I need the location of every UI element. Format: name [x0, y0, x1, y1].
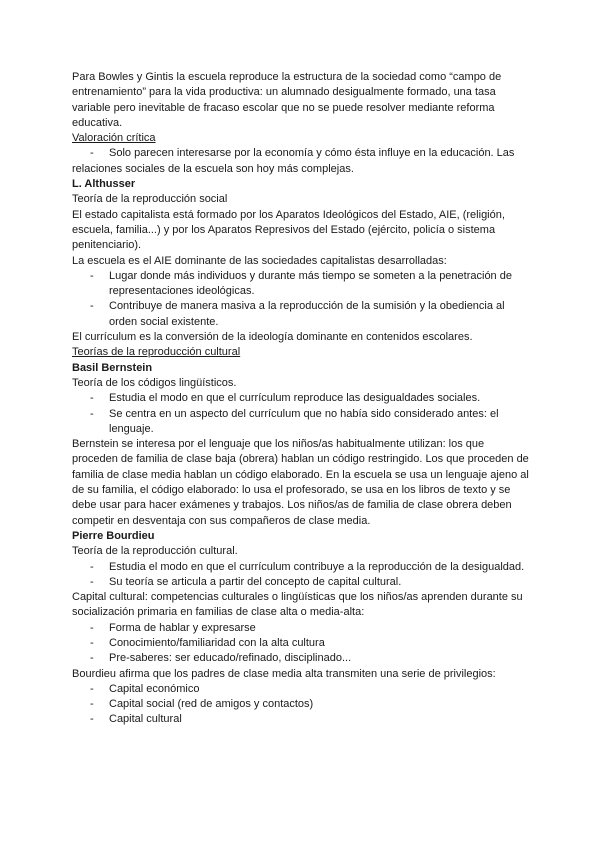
paragraph-aie-dominante: La escuela es el AIE dominante de las sociedades capitalistas desarrolladas: — [72, 254, 447, 267]
theory-reproduccion-cultural: Teoría de la reproducción cultural. — [72, 545, 238, 558]
heading-bernstein: Basil Bernstein — [72, 361, 153, 374]
list-bourdieu — [72, 560, 532, 591]
list-bernstein — [72, 391, 532, 437]
list-item: - Estudia el modo en que el currículum reproduce las desigualdades sociales. — [72, 391, 532, 406]
paragraph-bernstein: Bernstein se interesa por el lenguaje que los niños/as habitualmente utilizan: los que proceden de familia de clase baja (obrera) hablan un código restringido. Los que proceden de familia de clase media hablan un código elaborado. En la escuela se usa un lenguaje ajeno al de su familia, el código elaborado: lo usa el profesorado, se usa en los libros de texto y se debe usar para hacer exámenes y trabajos. Los niños/as de familia de clase obrera deben competir en desventaja con sus compañeros de clase media. — [72, 438, 529, 527]
list-item: - Capital social (red de amigos y contactos) — [72, 697, 532, 712]
heading-althusser: L. Althusser — [72, 178, 136, 191]
theory-codigos-linguisticos: Teoría de los códigos lingüísticos. — [72, 376, 237, 389]
list-item: - Estudia el modo en que el currículum contribuye a la reproducción de la desigualdad. — [72, 560, 532, 575]
theory-reproduccion-social: Teoría de la reproducción social — [72, 193, 228, 206]
list-item: - Lugar donde más individuos y durante más tiempo se someten a la penetración de representaciones ideológicas. — [72, 269, 532, 300]
paragraph-estado-capitalista: El estado capitalista está formado por los Aparatos Ideológicos del Estado, AIE, (religión, escuela, familia...) y por los Aparatos Represivos del Estado (ejército, policía o sistema penitenciario). — [72, 208, 505, 252]
list-valoracion — [72, 146, 532, 161]
heading-bourdieu: Pierre Bourdieu — [72, 529, 155, 542]
list-item: - Se centra en un aspecto del currículum que no había sido considerado antes: el lenguaje. — [72, 407, 532, 438]
list-item: - Capital cultural — [72, 712, 532, 727]
list-item: - Solo parecen interesarse por la economía y cómo ésta influye en la educación. Las — [72, 146, 532, 161]
paragraph-capital-cultural: Capital cultural: competencias culturales o lingüísticas que los niños/as aprenden durante su socialización primaria en familias de clase alta o media-alta: — [72, 591, 523, 619]
document-page — [72, 70, 532, 728]
list-althusser — [72, 269, 532, 330]
list-item: - Pre-saberes: ser educado/refinado, disciplinado... — [72, 651, 532, 666]
list-item: - Capital económico — [72, 682, 532, 697]
paragraph-curriculum: El currículum es la conversión de la ideología dominante en contenidos escolares. — [72, 331, 473, 344]
list-item: - Contribuye de manera masiva a la reproducción de la sumisión y la obediencia al orden social existente. — [72, 299, 532, 330]
paragraph-valoracion-cont: relaciones sociales de la escuela son hoy más complejas. — [72, 162, 354, 175]
heading-reproduccion-cultural: Teorías de la reproducción cultural — [72, 346, 241, 359]
list-item: - Forma de hablar y expresarse — [72, 621, 532, 636]
paragraph-privilegios: Bourdieu afirma que los padres de clase media alta transmiten una serie de privilegios: — [72, 667, 496, 680]
list-item: - Conocimiento/familiaridad con la alta cultura — [72, 636, 532, 651]
list-privilegios — [72, 682, 532, 728]
paragraph-bowles-gintis: Para Bowles y Gintis la escuela reproduce la estructura de la sociedad como “campo de entrenamiento” para la vida productiva: un alumnado desigualmente formado, una tasa variable pero inevitable de fracaso escolar que no se puede resolver mediante reforma educativa. — [72, 71, 502, 129]
list-item: - Su teoría se articula a partir del concepto de capital cultural. — [72, 575, 532, 590]
heading-valoracion-critica: Valoración crítica — [72, 132, 156, 145]
list-capital-cultural — [72, 621, 532, 667]
